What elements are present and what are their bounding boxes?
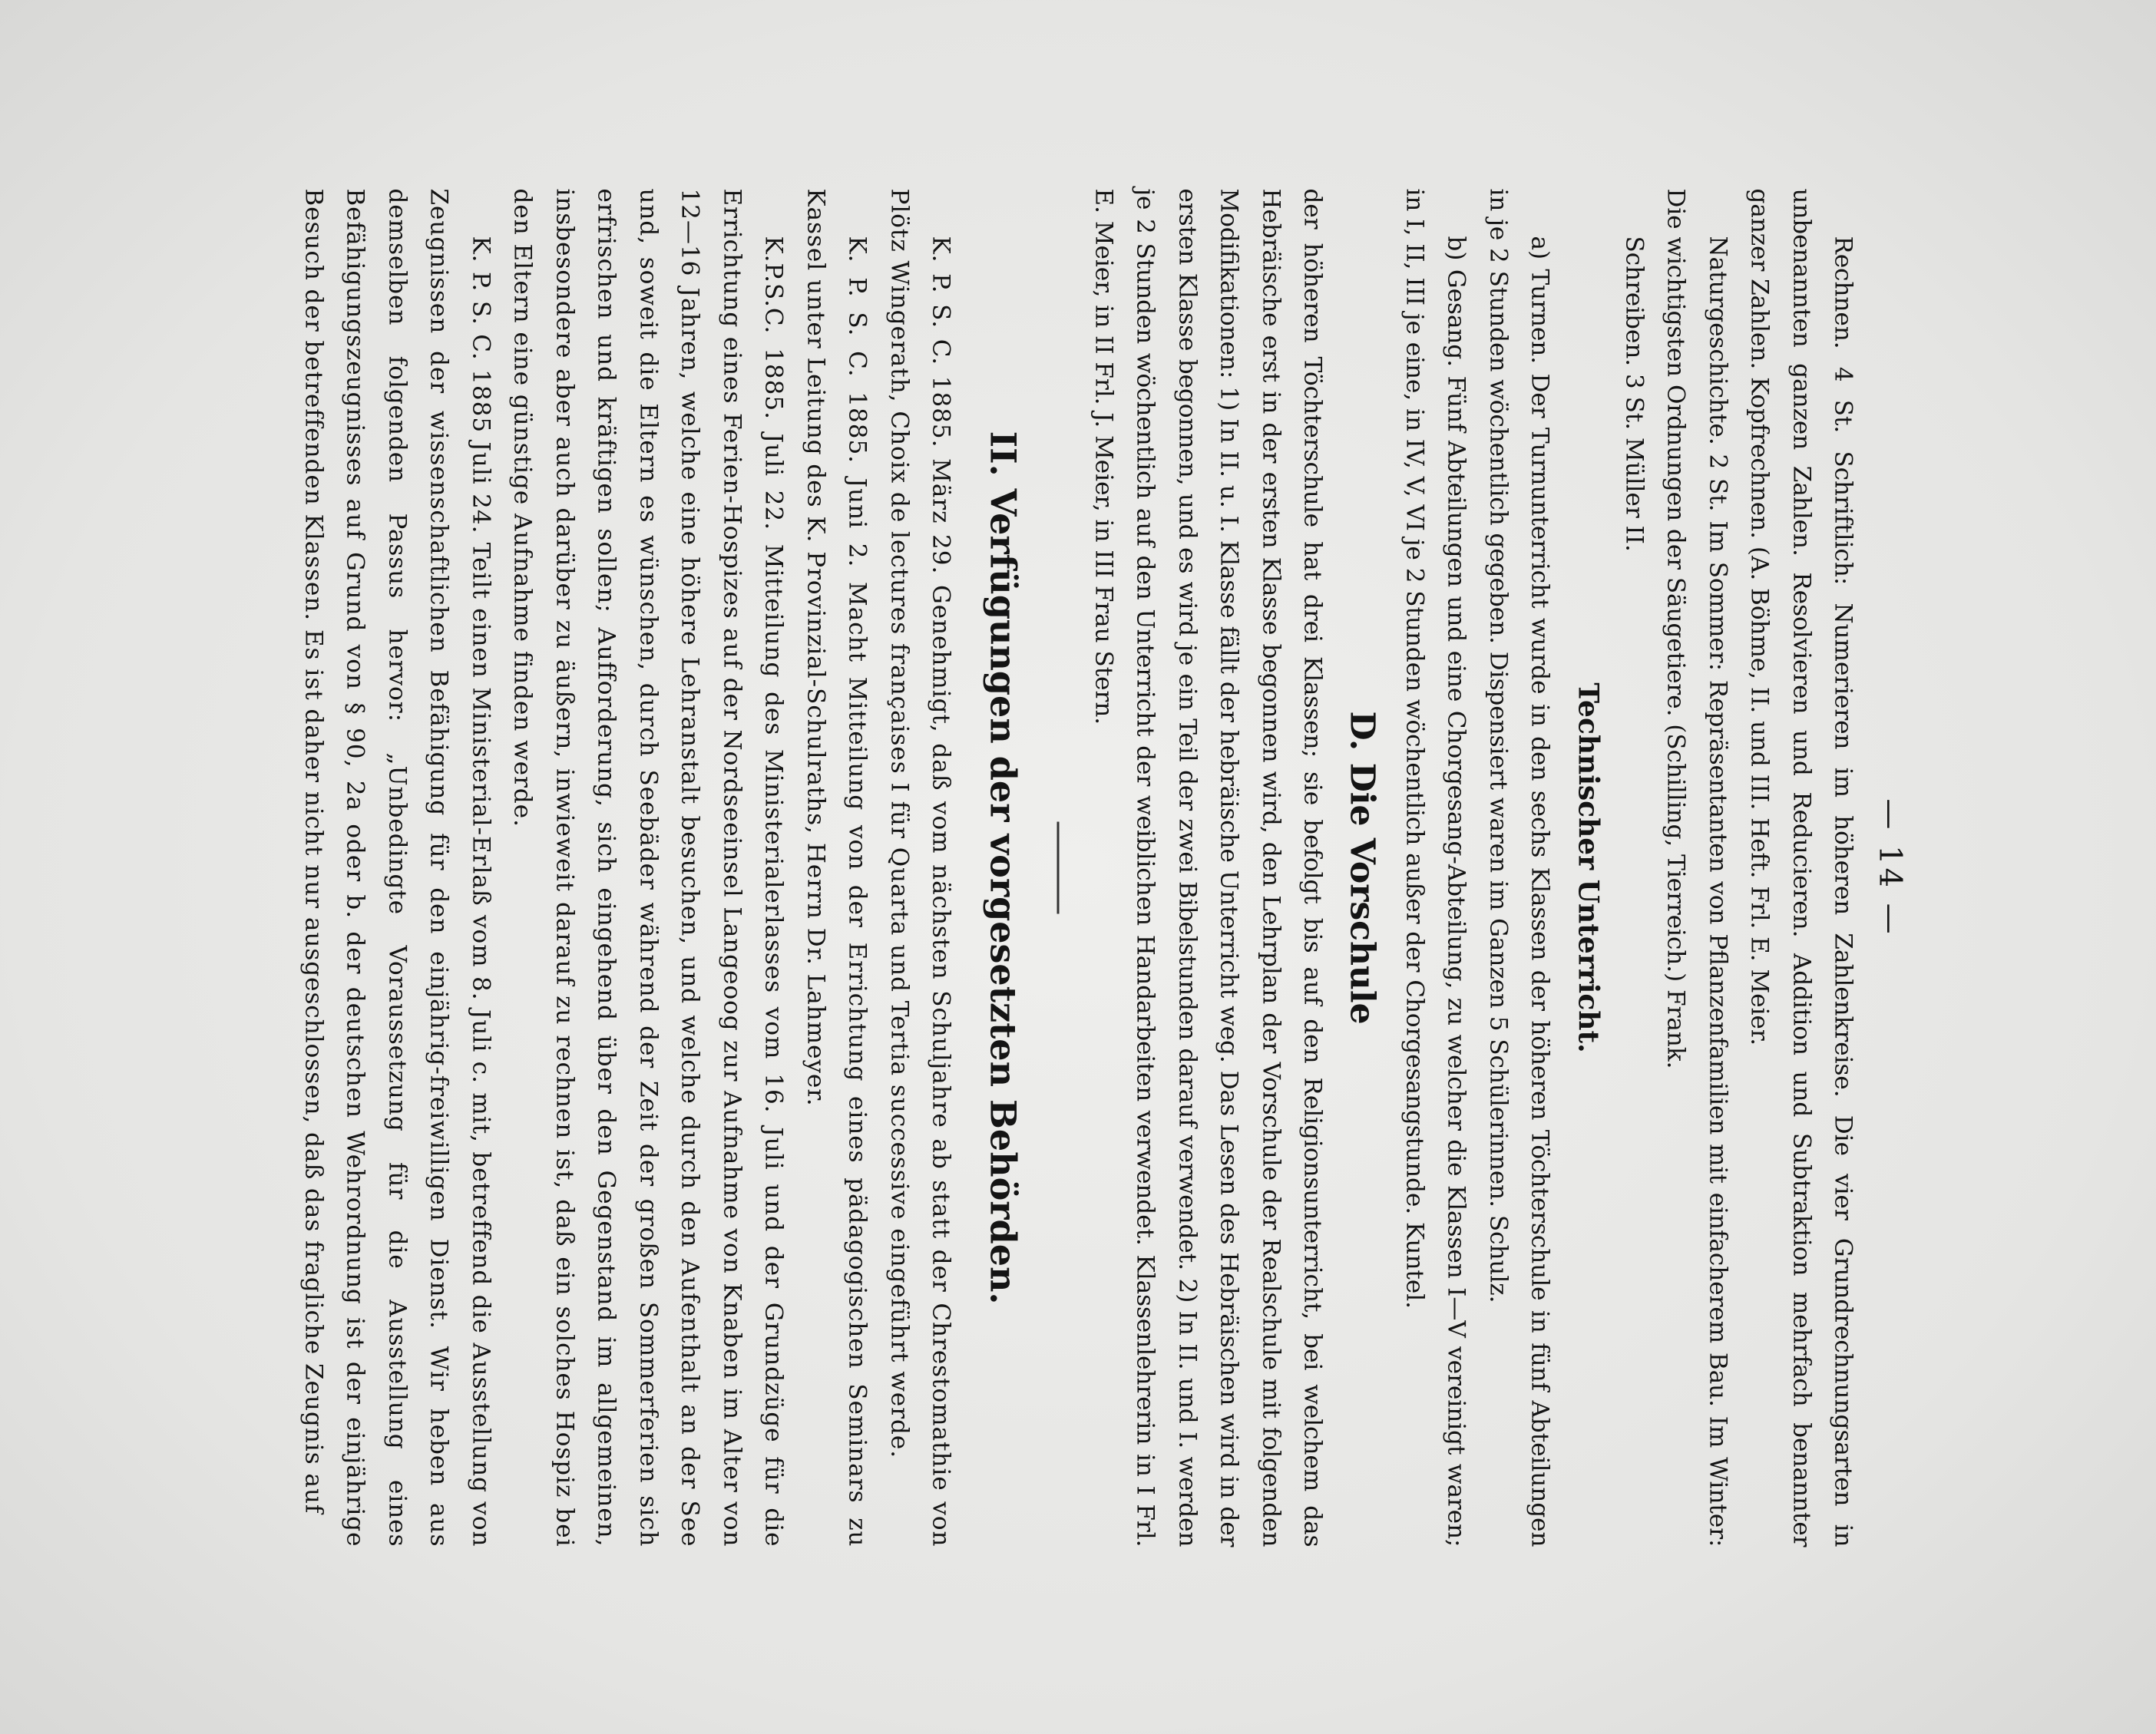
paragraph-gesang: b) Gesang. Fünf Abteilungen und eine Chorgesang-Abteilung, zu welcher die Klassen I—V vereinigt waren; in I, II, III je eine, in IV, V, VI je 2 Stunden wöchentlich außer der Chorgesangstunde. Kuntel. bbox=[1400, 188, 1470, 1547]
page-content bbox=[293, 188, 1911, 1547]
paragraph-kpsc-juli-24: K. P. S. C. 1885 Juli 24. Teilt einen Ministerial-Erlaß vom 8. Juli c. mit, betreffend die Ausstellung von Zeugnissen der wissenschaftlichen Befähigung für den einjährig-freiwilligen Dienst. Wir heben aus demselben folgenden Passus hervor: „Unbedingte Voraussetzung für die Ausstellung eines Befähigungszeugnisses auf Grund von § 90, 2a oder b. der deutschen Wehrordnung ist der einjährige Besuch der betreffenden Klassen. Es ist daher nicht nur ausgeschlossen, daß das fragliche Zeugnis auf bbox=[299, 188, 494, 1547]
section-divider bbox=[1057, 821, 1060, 913]
page-number: — 14 — bbox=[1872, 798, 1907, 937]
paragraph-kpsc-maerz: K. P. S. C. 1885. März 29. Genehmigt, daß vom nächsten Schuljahre ab statt der Chrestomathie von Plötz Wingerath, Choix de lectures françaises I für Quarta und Tertia successive eingeführt werde. bbox=[885, 188, 955, 1547]
paragraph-kpsc-juli-22: K.P.S.C. 1885. Juli 22. Mitteilung des Ministerialerlasses vom 16. Juli und der Grundzüge für die Errichtung eines Ferien-Hospizes auf der Nordseeinsel Langeoog zur Aufnahme von Knaben im Alter von 12—16 Jahren, welche eine höhere Lehranstalt besuchen, und welche durch den Aufenthalt an der See und, soweit die Eltern es wünschen, durch Seebäder während der Zeit der großen Sommerferien sich erfrischen und kräftigen sollen; Aufforderung, sich eingehend über den Gegenstand im allgemeinen, insbesondere aber auch darüber zu äußern, inwieweit darauf zu rechnen ist, daß ein solches Hospiz bei den Eltern eine günstige Aufnahme finden werde. bbox=[508, 188, 788, 1547]
paragraph-naturgeschichte: Naturgeschichte. 2 St. Im Sommer: Repräsentanten von Pflanzenfamilien mit einfacherem Bau. Im Winter: Die wichtigsten Ordnungen der Säugetiere. (Schilling, Tierreich.) Frank. bbox=[1662, 188, 1731, 1547]
paragraph-rechnen: Rechnen. 4 St. Schriftlich: Numerieren im höheren Zahlenkreise. Die vier Grundrechnungsarten in unbenannten ganzen Zahlen. Resolvieren und Reducieren. Addition und Subtraktion mehrfach benannter ganzer Zahlen. Kopfrechnen. (A. Böhme, II. und III. Heft. Frl. E. Meier. bbox=[1745, 188, 1857, 1547]
paragraph-vorschule: der höheren Töchterschule hat drei Klassen; sie befolgt bis auf den Religionsunterricht, bei welchem das Hebräische erst in der ersten Klasse begonnen wird, den Lehrplan der Vorschule der Realschule mit folgenden Modifikationen: 1) In II. u. I. Klasse fällt der hebräische Unterricht weg. Das Lesen des Hebräischen wird in der ersten Klasse begonnen, und es wird je ein Teil der zwei Bibelstunden darauf verwendet. 2) In II. und I. werden je 2 Stunden wöchentlich auf den Unterricht der weiblichen Handarbeiten verwendet. Klassenlehrerin in I Frl. E. Meier, in II Frl. J. Meier, in III Frau Stern. bbox=[1090, 188, 1327, 1547]
paragraph-turnen: a) Turnen. Der Turnunterricht wurde in den sechs Klassen der höheren Töchterschule in fünf Abteilungen in je 2 Stunden wöchentlich gegeben. Dispensiert waren im Ganzen 5 Schülerinnen. Schulz. bbox=[1484, 188, 1554, 1547]
heading-d-vorschule: D. Die Vorschule bbox=[1342, 710, 1382, 1025]
heading-ii-verfuegungen: II. Verfügungen der vorgesetzten Behörden. bbox=[982, 431, 1024, 1304]
paragraph-kpsc-juni: K. P. S. C. 1885. Juni 2. Macht Mitteilung von der Errichtung eines pädagogischen Seminars zu Kassel unter Leitung des K. Provinzial-Schulraths, Herrn Dr. Lahmeyer. bbox=[802, 188, 871, 1547]
paragraph-schreiben: Schreiben. 3 St. Müller II. bbox=[1620, 236, 1648, 552]
heading-technischer-unterricht: Technischer Unterricht. bbox=[1572, 682, 1605, 1053]
